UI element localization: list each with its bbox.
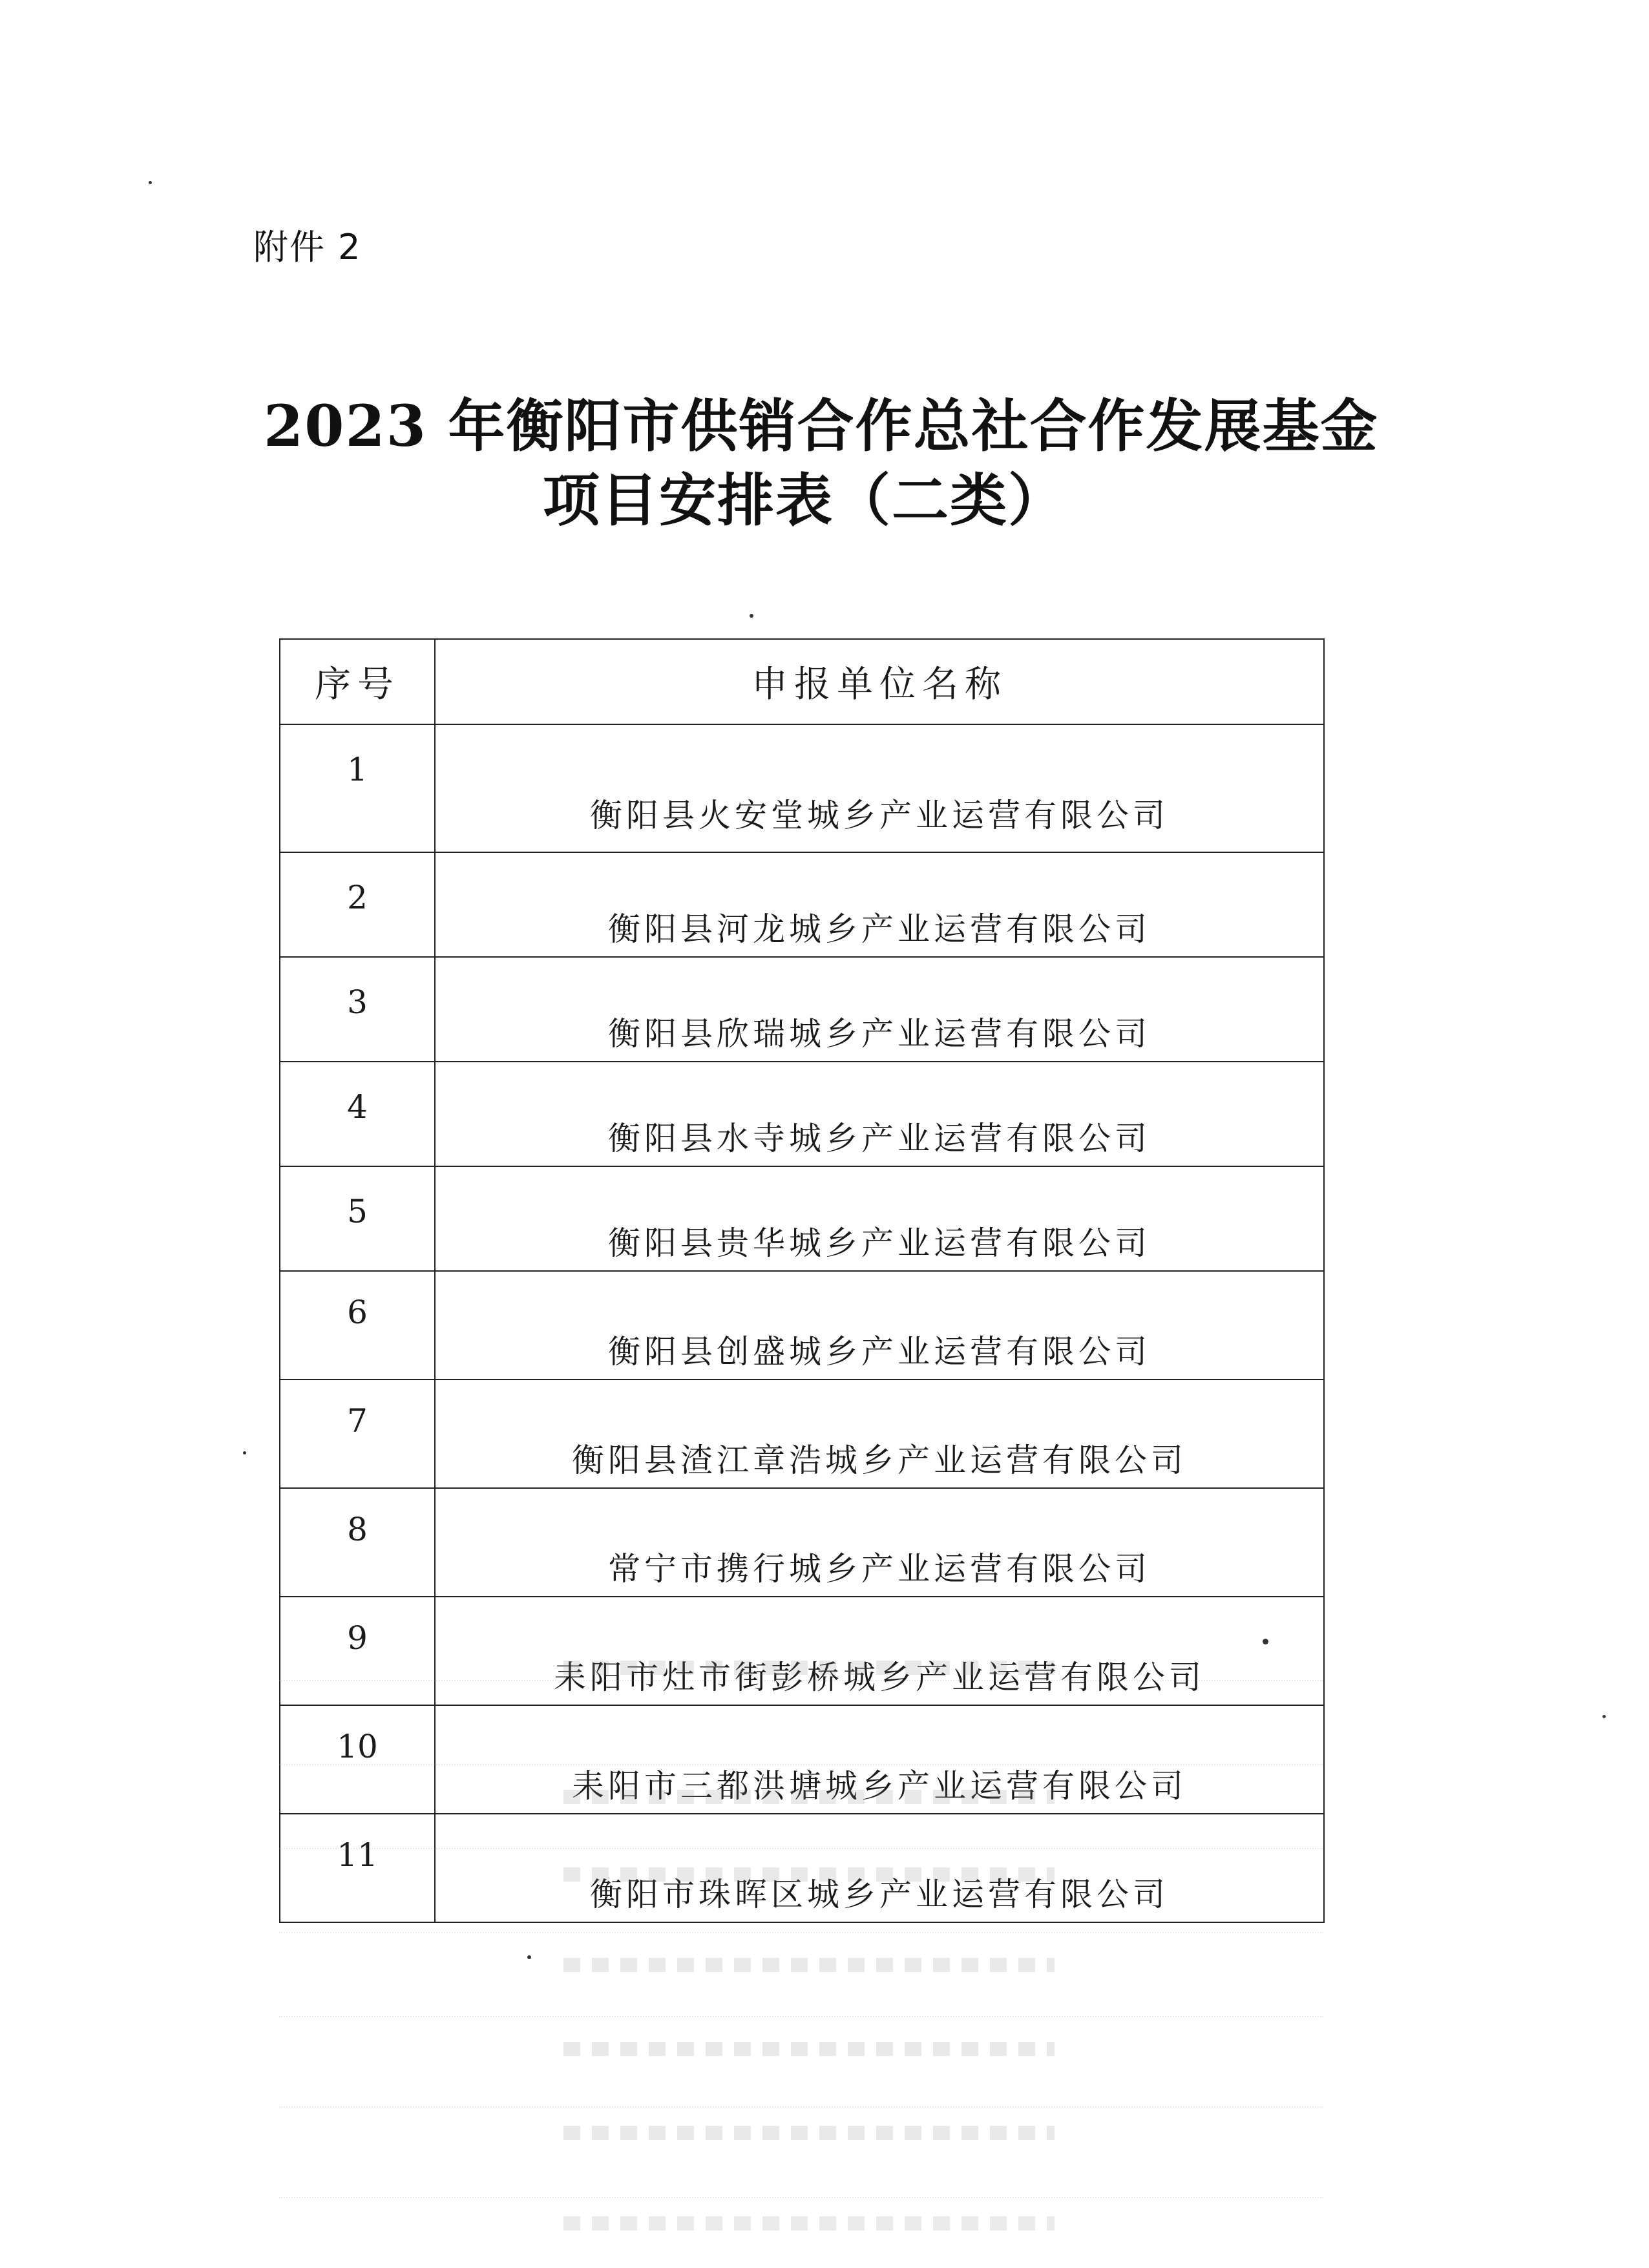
- scan-speck: [527, 1955, 531, 1959]
- row-name: 耒阳市三都洪塘城乡产业运营有限公司: [435, 1705, 1324, 1814]
- table-header-row: [280, 639, 1324, 724]
- bleed-line: [279, 2197, 1323, 2198]
- document-title-line-1: 2023 年衡阳市供销合作总社合作发展基金: [264, 392, 1379, 459]
- row-seq: 8: [280, 1488, 435, 1597]
- bleed-line: [279, 1764, 1323, 1765]
- column-header-name: 申报单位名称: [435, 639, 1324, 724]
- row-name: 衡阳县渣江章浩城乡产业运营有限公司: [435, 1380, 1324, 1488]
- row-name: 耒阳市灶市街彭桥城乡产业运营有限公司: [435, 1597, 1324, 1705]
- bleed-line: [279, 1932, 1323, 1933]
- row-name: 衡阳县创盛城乡产业运营有限公司: [435, 1271, 1324, 1380]
- row-name: 衡阳市珠晖区城乡产业运营有限公司: [435, 1814, 1324, 1922]
- scan-bleed-through: [279, 1654, 1323, 2268]
- row-name: 常宁市携行城乡产业运营有限公司: [435, 1488, 1324, 1597]
- scan-speck: [1602, 1715, 1606, 1718]
- bleed-text: [563, 2216, 1055, 2231]
- table-row: [280, 852, 1324, 957]
- bleed-line: [279, 1680, 1323, 1681]
- bleed-text: [563, 2042, 1055, 2056]
- bleed-text: [563, 2126, 1055, 2140]
- table-row: [280, 1166, 1324, 1271]
- row-name: 衡阳县火安堂城乡产业运营有限公司: [435, 724, 1324, 852]
- table-row: [280, 957, 1324, 1062]
- row-seq: 6: [280, 1271, 435, 1380]
- table-row: [280, 1062, 1324, 1166]
- table-row: [280, 1271, 1324, 1380]
- row-seq: 7: [280, 1380, 435, 1488]
- row-seq: 3: [280, 957, 435, 1062]
- scan-speck: [750, 614, 753, 618]
- row-seq: 1: [280, 724, 435, 852]
- row-seq: 5: [280, 1166, 435, 1271]
- row-seq: 2: [280, 852, 435, 957]
- row-name: 衡阳县欣瑞城乡产业运营有限公司: [435, 957, 1324, 1062]
- bleed-text: [563, 1661, 1055, 1675]
- bleed-line: [279, 2016, 1323, 2017]
- document-title-line-2: 项目安排表（二类）: [543, 467, 1067, 534]
- row-seq: 10: [280, 1705, 435, 1814]
- row-seq: 11: [280, 1814, 435, 1922]
- bleed-line: [279, 1848, 1323, 1849]
- bleed-text: [563, 1790, 1055, 1804]
- row-name: 衡阳县水寺城乡产业运营有限公司: [435, 1062, 1324, 1166]
- column-header-seq: 序号: [280, 639, 435, 724]
- scan-speck: [243, 1451, 246, 1454]
- row-name: 衡阳县贵华城乡产业运营有限公司: [435, 1166, 1324, 1271]
- scan-speck: [1263, 1639, 1268, 1644]
- row-name: 衡阳县河龙城乡产业运营有限公司: [435, 852, 1324, 957]
- bleed-text: [563, 1958, 1055, 1972]
- row-seq: 9: [280, 1597, 435, 1705]
- table-row: [280, 1380, 1324, 1488]
- bleed-line: [279, 2106, 1323, 2108]
- table-row: [280, 1488, 1324, 1597]
- scan-speck: [149, 181, 152, 184]
- bleed-text: [563, 1867, 1055, 1882]
- row-seq: 4: [280, 1062, 435, 1166]
- table-row: [280, 724, 1324, 852]
- attachment-label: 附件 2: [253, 227, 362, 268]
